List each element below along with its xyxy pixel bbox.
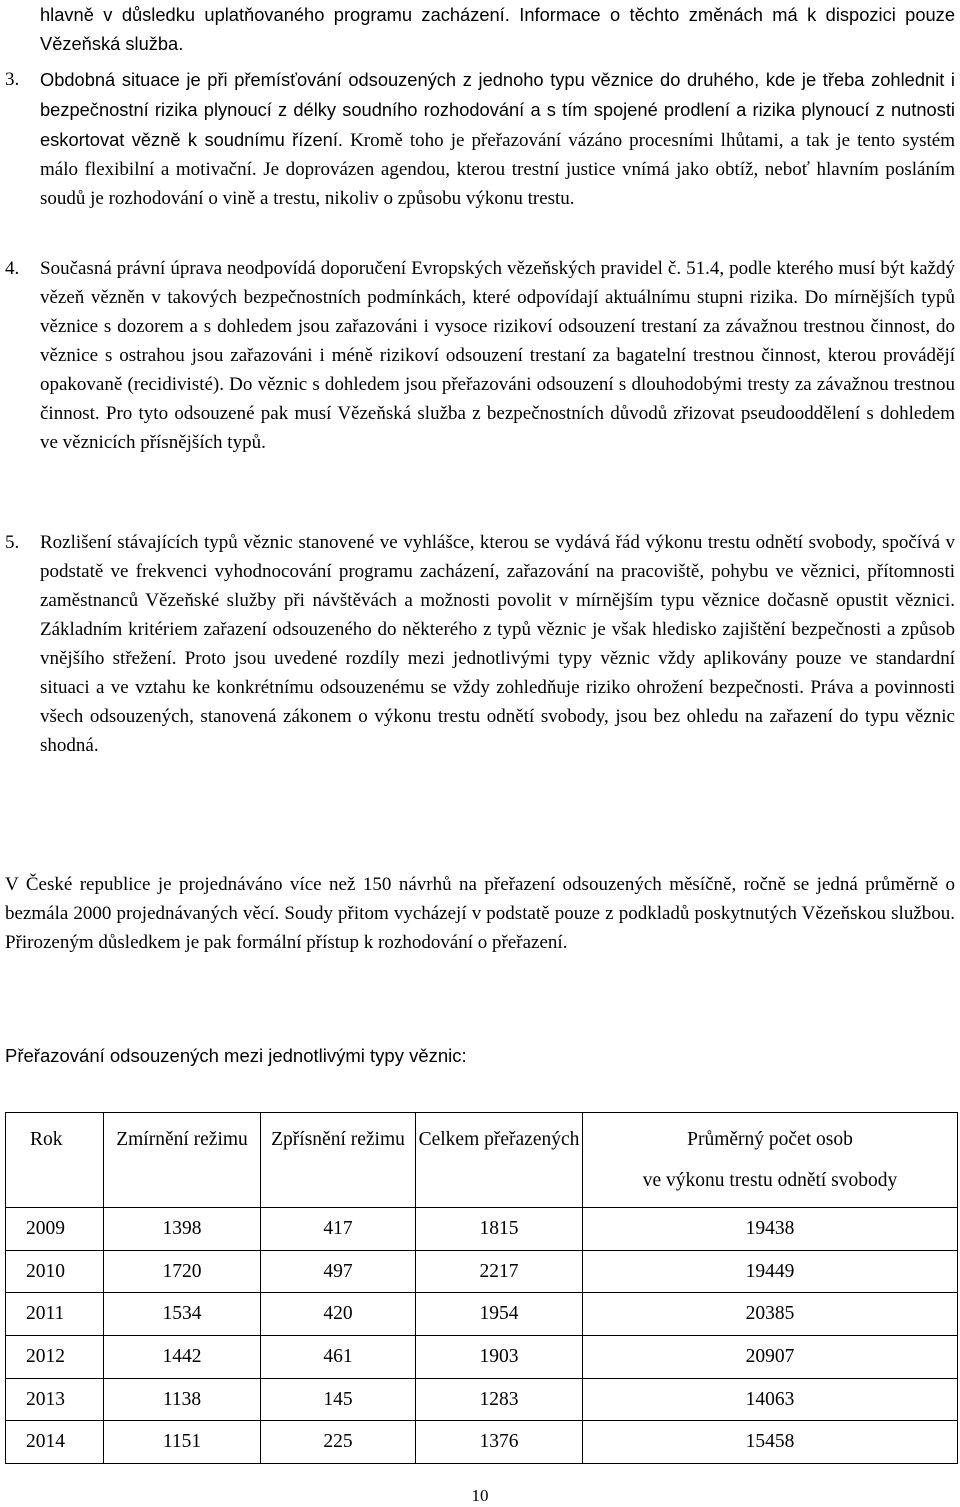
cell-average: 19438 [583,1208,958,1251]
cell-milder: 1398 [104,1208,261,1251]
cell-total: 2217 [416,1250,583,1293]
table-row [6,1336,958,1379]
cell-stricter: 225 [261,1421,416,1464]
cell-average: 14063 [583,1378,958,1421]
cell-milder: 1720 [104,1250,261,1293]
table-row [6,1421,958,1464]
cell-year: 2014 [6,1421,104,1464]
cell-year: 2013 [6,1378,104,1421]
cell-average: 20907 [583,1336,958,1379]
table-row [6,1293,958,1336]
reassignment-table [5,1112,958,1464]
cell-total: 1954 [416,1293,583,1336]
cell-total: 1283 [416,1378,583,1421]
table-header-row [6,1113,958,1208]
table-row [6,1250,958,1293]
cell-total: 1903 [416,1336,583,1379]
header-milder: Zmírnění režimu [104,1113,261,1208]
cell-year: 2010 [6,1250,104,1293]
table-row [6,1208,958,1251]
cell-milder: 1138 [104,1378,261,1421]
list-item-body: Současná právní úprava neodpovídá doporučení Evropských vězeňských pravidel č. 51.4, podle kterého musí být každý vězeň vězněn v takových bezpečnostních podmínkách, které odpovídají aktuálnímu stupni rizika. Do mírnějších typů věznice s dozorem a s dohledem jsou zařazováni i vysoce rizikoví odsouzení trestaní za závažnou trestnou činnost, do věznice s ostrahou jsou zařazováni i méně rizikoví odsouzení trestaní za bagatelní trestnou činnost, kterou provádějí opakovaně (recidivisté). Do věznic s dohledem jsou přeřazováni odsouzení s dlouhodobými tresty za závažnou trestnou činnost. Pro tyto odsouzené pak musí Vězeňská služba z bezpečnostních důvodů zřizovat pseudooddělení s dohledem ve věznicích přísnějších typů. [40,258,955,453]
header-average-line1: Průměrný počet osob [687,1129,853,1150]
list-item-number: 3. [5,69,20,90]
header-year: Rok [6,1113,104,1208]
header-total: Celkem přeřazených [416,1113,583,1208]
cell-milder: 1534 [104,1293,261,1336]
cell-year: 2011 [6,1293,104,1336]
cell-average: 20385 [583,1293,958,1336]
summary-paragraph: V České republice je projednáváno více než 150 návrhů na přeřazení odsouzených měsíčně, ročně se jedná průměrně o bezmála 2000 projednávaných věcí. Soudy přitom vycházejí v podstatě pouze z podkladů poskytnutých Vězeňskou službou. Přirozeným důsledkem je pak formální přístup k rozhodování o přeřazení. [5,874,955,953]
cell-stricter: 497 [261,1250,416,1293]
list-item-body: Rozlišení stávajících typů věznic stanovené ve vyhlášce, kterou se vydává řád výkonu trestu odnětí svobody, spočívá v podstatě ve frekvenci vyhodnocování programu zacházení, zařazování na pracoviště, pohybu ve věznici, přítomnosti zaměstnanců Vězeňské služby při návštěvách a možnosti povolit v mírnějším typu věznice dočasně opustit věznici. Základním kritériem zařazení odsouzeného do některého z typů věznic je však hledisko zajištění bezpečnosti a způsob vnějšího střežení. Proto jsou uvedené rozdíly mezi jednotlivými typy věznic vždy aplikovány pouze ve standardní situaci a ve vztahu ke konkrétnímu odsouzenému se vždy zohledňuje riziko ohrožení bezpečnosti. Práva a povinnosti všech odsouzených, stanovená zákonem o výkonu trestu odnětí svobody, jsou bez ohledu na zařazení do typu věznic shodná. [40,532,955,756]
cell-stricter: 145 [261,1378,416,1421]
cell-stricter: 417 [261,1208,416,1251]
cell-total: 1376 [416,1421,583,1464]
cell-total: 1815 [416,1208,583,1251]
header-stricter: Zpřísnění režimu [261,1113,416,1208]
cell-stricter: 461 [261,1336,416,1379]
list-item-text: Kromě toho je přeřazování vázáno procesními lhůtami, a tak je tento systém málo flexibilní a motivační. Je doprovázen agendou, kterou trestní justice vnímá jako obtíž, neboť hlavním posláním soudů je rozhodování o vině a trestu, nikoliv o způsobu výkonu trestu. [40,130,955,209]
cell-average: 19449 [583,1250,958,1293]
cell-year: 2012 [6,1336,104,1379]
list-item-number: 5. [5,532,20,553]
continuation-paragraph [40,0,955,58]
cell-year: 2009 [6,1208,104,1251]
table-caption: Přeřazování odsouzených mezi jednotlivými typy věznic: [5,1045,467,1066]
cell-stricter: 420 [261,1293,416,1336]
page-number: 10 [471,1486,489,1505]
cell-milder: 1151 [104,1421,261,1464]
cell-milder: 1442 [104,1336,261,1379]
header-average-line2: ve výkonu trestu odnětí svobody [642,1170,898,1191]
cell-average: 15458 [583,1421,958,1464]
list-item-text-sans: Obdobná situace je při přemísťování odsouzených z jednoho typu věznice do druhého, kde je třeba zohlednit i bezpečnostní rizika plynoucí z délky soudního rozhodování a s tím spojené prodlení a rizika plynoucí z nutnosti eskortovat vězně k soudnímu řízení. [40,69,955,150]
continuation-text: hlavně v důsledku uplatňovaného programu zacházení. Informace o těchto změnách má k dispozici pouze Vězeňská služba. [40,4,955,54]
header-average [583,1113,958,1208]
table-row [6,1378,958,1421]
list-item-number: 4. [5,258,20,279]
list-item-body [40,65,955,213]
